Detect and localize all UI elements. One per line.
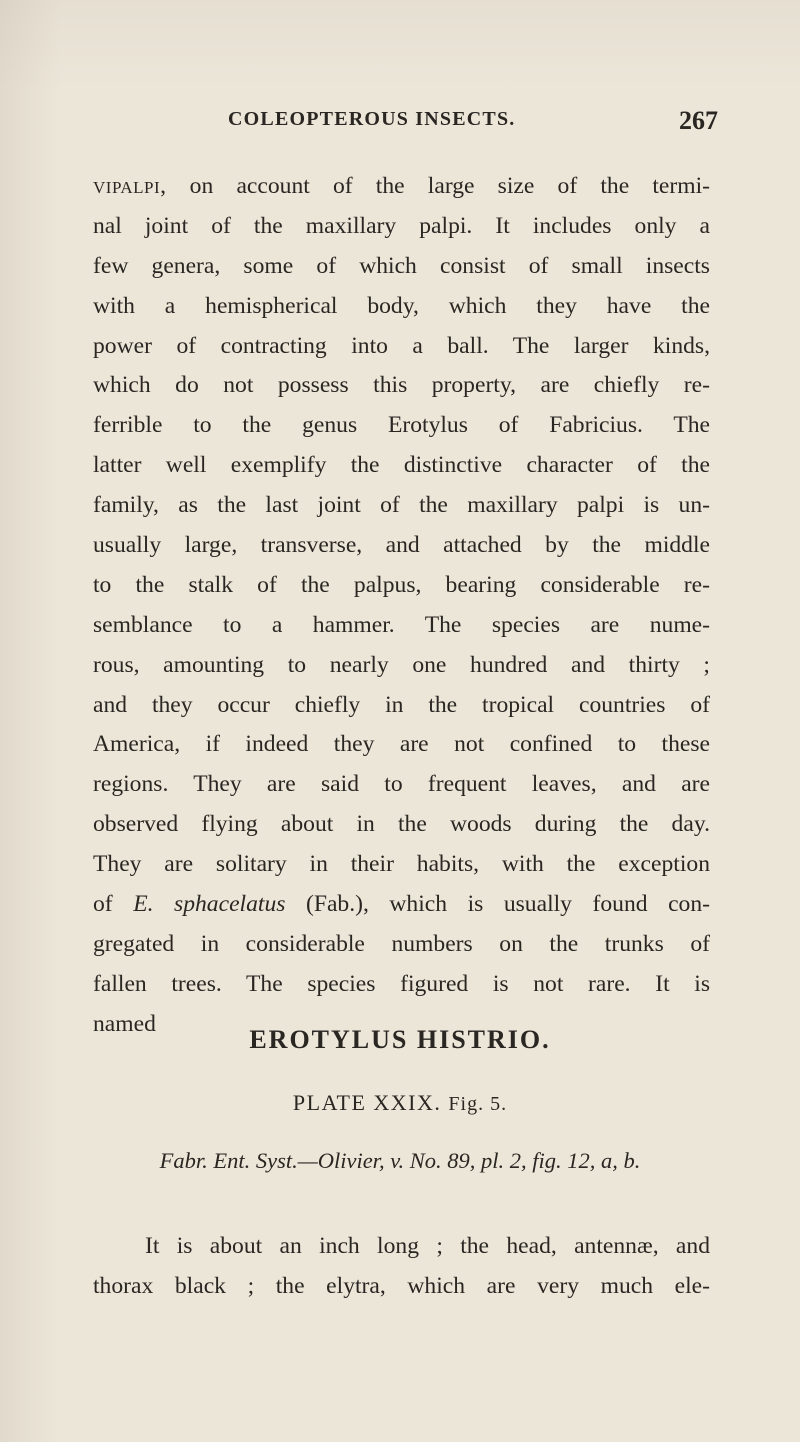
running-title: COLEOPTEROUS INSECTS. bbox=[228, 108, 516, 130]
text-line: They are solitary in their habits, with the exception bbox=[93, 851, 710, 878]
text-line: It is about an inch long ; the head, antennæ, and bbox=[145, 1233, 710, 1259]
text-line: semblance to a hammer. The species are nume- bbox=[93, 611, 710, 638]
text-line: with a hemispherical body, which they have the bbox=[93, 292, 710, 319]
plate-label: PLATE XXIX. bbox=[292, 1090, 442, 1115]
description-paragraph bbox=[93, 1227, 710, 1307]
text-line: few genera, some of which consist of small insects bbox=[93, 252, 710, 279]
text-line: latter well exemplify the distinctive character of the bbox=[93, 452, 710, 479]
text-line: family, as the last joint of the maxillary palpi is un- bbox=[93, 492, 710, 519]
text-line: America, if indeed they are not confined to these bbox=[93, 731, 710, 758]
text-line: gregated in considerable numbers on the trunks of bbox=[93, 930, 710, 957]
text-line: named bbox=[93, 1010, 156, 1037]
text-line: of E. sphacelatus (Fab.), which is usually found con- bbox=[93, 891, 710, 918]
species-heading: EROTYLUS HISTRIO. bbox=[249, 1025, 551, 1054]
figure-label: Fig. 5. bbox=[448, 1093, 508, 1115]
text-line: nal joint of the maxillary palpi. It includes only a bbox=[93, 212, 710, 239]
running-head bbox=[228, 108, 718, 140]
text-line: and they occur chiefly in the tropical countries of bbox=[93, 691, 710, 718]
text-line: rous, amounting to nearly one hundred and thirty ; bbox=[93, 651, 710, 678]
text-line: vipalpi, on account of the large size of the termi- bbox=[93, 173, 710, 199]
text-line: regions. They are said to frequent leaves, and are bbox=[93, 771, 710, 798]
text-line: ferrible to the genus Erotylus of Fabricius. The bbox=[93, 412, 710, 439]
text-line: fallen trees. The species figured is not rare. It is bbox=[93, 970, 710, 997]
text-line: which do not possess this property, are chiefly re- bbox=[93, 372, 710, 399]
bibliographic-reference: Fabr. Ent. Syst.—Olivier, v. No. 89, pl. 2, fig. 12, a, b. bbox=[159, 1148, 641, 1173]
text-line: power of contracting into a ball. The larger kinds, bbox=[93, 332, 710, 359]
text-line: observed flying about in the woods during the day. bbox=[93, 811, 710, 838]
plate-heading bbox=[0, 1090, 800, 1116]
page-number: 267 bbox=[679, 106, 718, 135]
text-line: usually large, transverse, and attached by the middle bbox=[93, 532, 710, 559]
body-paragraph bbox=[93, 167, 710, 1045]
text-line: to the stalk of the palpus, bearing considerable re- bbox=[93, 571, 710, 598]
species-name: E. sphacelatus bbox=[133, 891, 286, 918]
genus-term: vipalpi, bbox=[93, 173, 167, 199]
text-line: thorax black ; the elytra, which are very much ele- bbox=[93, 1272, 710, 1299]
